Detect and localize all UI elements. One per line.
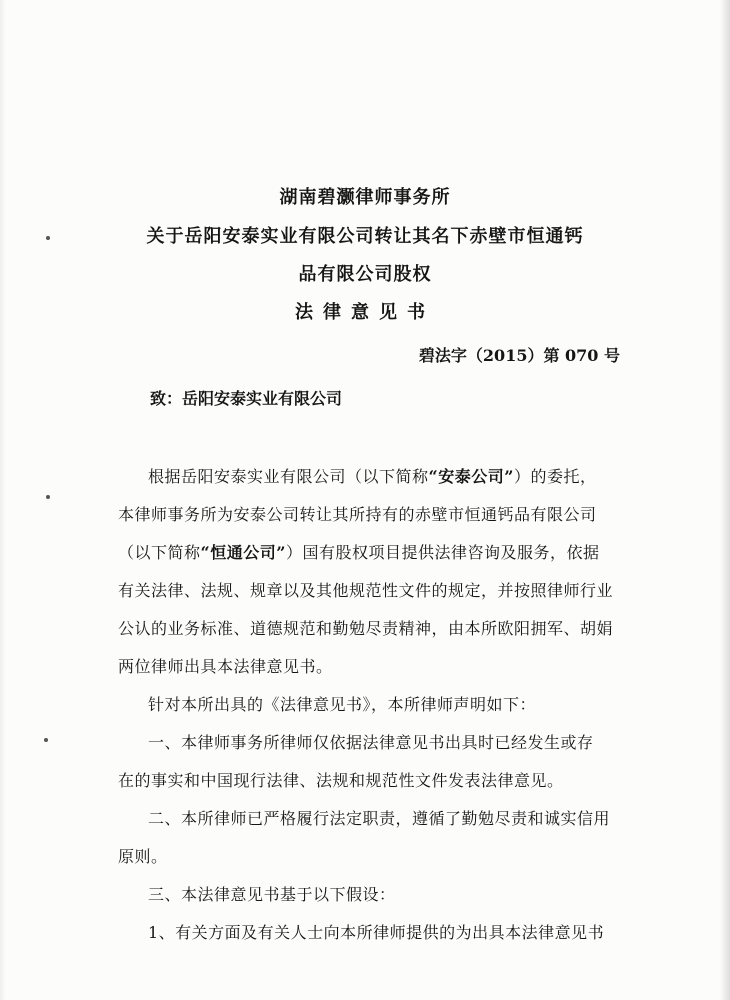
subject-heading-line1: 关于岳阳安泰实业有限公司转让其名下赤壁市恒通钙 <box>146 226 584 247</box>
statement-intro: 针对本所出具的《法律意见书》，本所律师声明如下： <box>148 695 537 714</box>
scan-shadow-left <box>0 0 6 1000</box>
para1-line1-text-c: ）的委托， <box>513 467 597 486</box>
addressee-line: 致：岳阳安泰实业有限公司 <box>150 389 343 408</box>
item3-sub1: 1、有关方面及有关人士向本所律师提供的为出具本法律意见书 <box>148 923 605 942</box>
para1-line3-text-c: ）国有股权项目提供法律咨询及服务，依据 <box>285 543 600 562</box>
item3-heading: 三、本法律意见书基于以下假设： <box>148 885 396 904</box>
document-type-heading: 法律意见书 <box>295 302 435 323</box>
item2-line1: 二、本所律师已严格履行法定职责，遵循了勤勉尽责和诚实信用 <box>148 809 611 828</box>
para1-line6: 两位律师出具本法律意见书。 <box>118 657 333 676</box>
item1-line1: 一、本律师事务所律师仅依据法律意见书出具时已经发生或存 <box>148 733 594 752</box>
para1-short-name-antai: “安泰公司” <box>428 467 514 486</box>
scan-speck <box>44 738 48 742</box>
scan-speck <box>46 495 50 499</box>
para1-line1-text-a: 根据岳阳安泰实业有限公司（以下简称 <box>148 467 429 486</box>
subject-heading-line2: 品有限公司股权 <box>298 264 432 285</box>
para1-line3 <box>118 540 599 563</box>
para1-line5: 公认的业务标准、道德规范和勤勉尽责精神，由本所欧阳拥军、胡娟 <box>118 619 614 638</box>
para1-line2: 本律师事务所为安泰公司转让其所持有的赤壁市恒通钙品有限公司 <box>118 505 597 524</box>
para1-line1 <box>148 464 596 487</box>
para1-short-name-hengtong: “恒通公司” <box>200 543 286 562</box>
item1-line2: 在的事实和中国现行法律、法规和规范性文件发表法律意见。 <box>118 771 564 790</box>
firm-name-heading: 湖南碧灏律师事务所 <box>279 187 451 208</box>
document-number: 碧法字（2015）第 070 号 <box>418 346 620 365</box>
para1-line4: 有关法律、法规、规章以及其他规范性文件的规定，并按照律师行业 <box>118 581 614 600</box>
para1-line3-text-a: （以下简称 <box>118 543 201 562</box>
scan-shadow-right <box>720 0 730 1000</box>
item2-line2: 原则。 <box>118 847 168 866</box>
